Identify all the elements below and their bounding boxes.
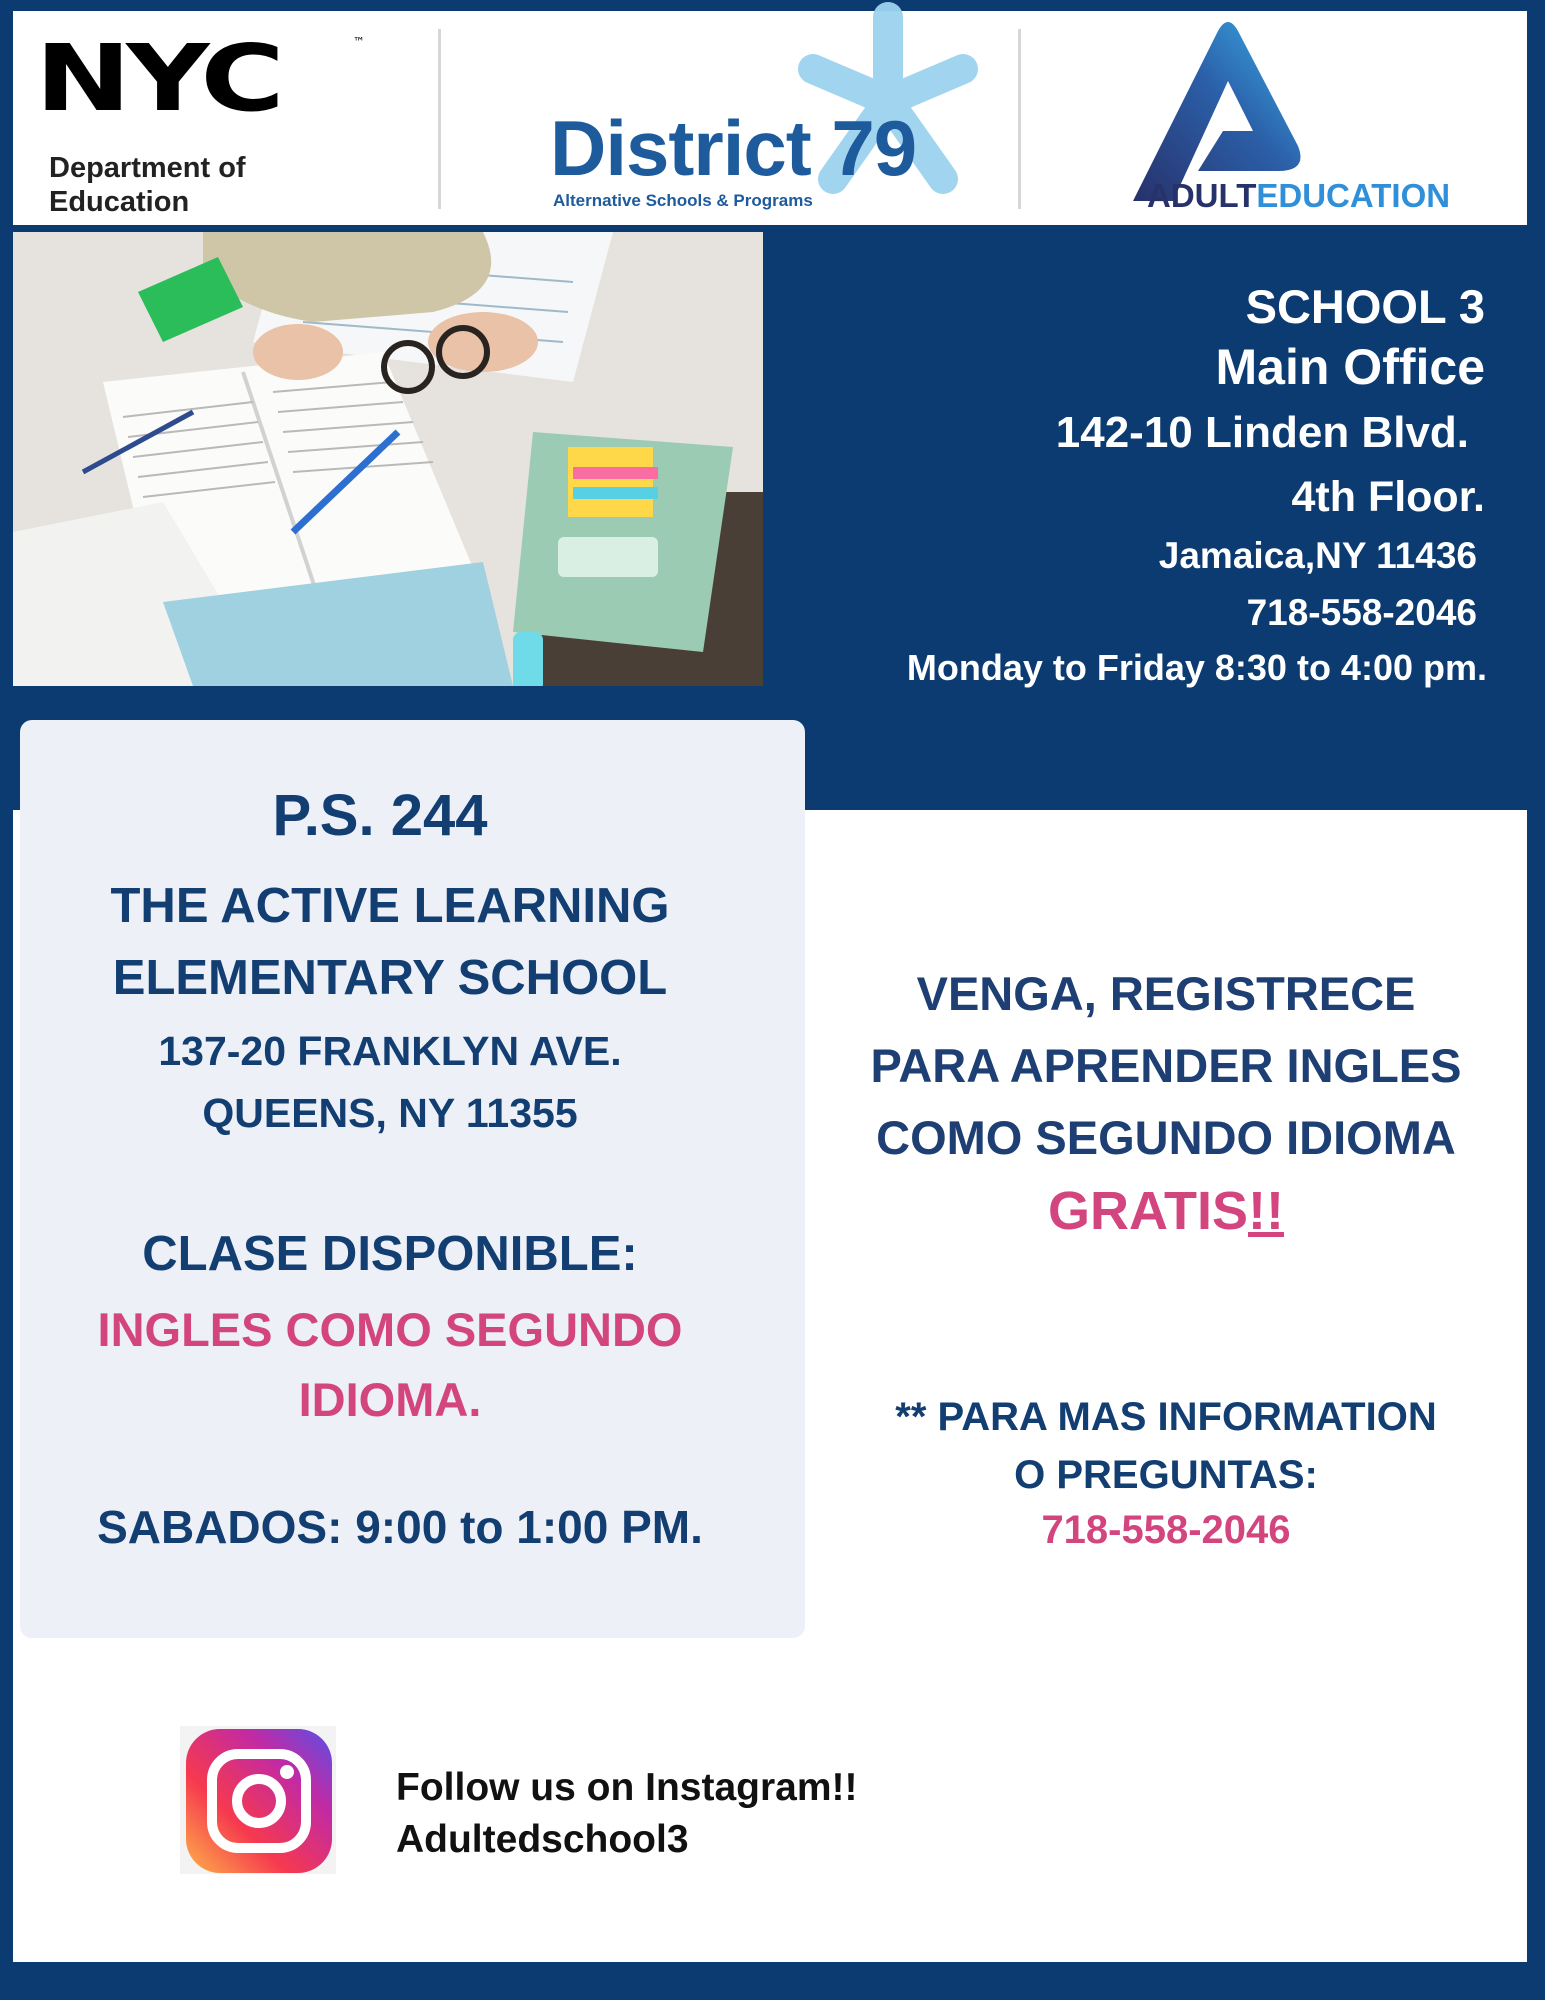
- course-name-line2: IDIOMA.: [298, 1373, 482, 1426]
- registration-message: [805, 958, 1527, 1174]
- office-phone: 718-558-2046: [1246, 592, 1477, 633]
- district-79-title: District 79: [550, 104, 917, 192]
- course-name: [20, 1295, 760, 1435]
- info-line1: ** PARA MAS INFORMATION: [895, 1395, 1437, 1439]
- instagram-handle[interactable]: Adultedschool3: [396, 1818, 689, 1861]
- more-info-message: [805, 1388, 1527, 1504]
- school-name-line2: ELEMENTARY SCHOOL: [112, 951, 668, 1005]
- office-city: Jamaica,NY 11436: [1158, 535, 1477, 576]
- info-phone: 718-558-2046: [1041, 1508, 1291, 1552]
- gratis-text: GRATIS: [1048, 1181, 1249, 1241]
- study-photo-illustration: [13, 232, 763, 686]
- logo-divider: [1018, 29, 1021, 209]
- main-office-info: [737, 280, 1497, 694]
- school-address: [20, 1020, 760, 1144]
- free-label: [805, 1180, 1527, 1242]
- study-photo: [13, 232, 763, 686]
- office-hours: Monday to Friday 8:30 to 4:00 pm.: [906, 647, 1487, 688]
- nyc-wordmark: NYC: [35, 25, 280, 132]
- school-name-line1: THE ACTIVE LEARNING: [110, 879, 670, 933]
- district-79-subtitle: Alternative Schools & Programs: [553, 191, 813, 210]
- department-line2: Education: [49, 186, 190, 218]
- school-number: P.S. 244: [272, 783, 488, 848]
- office-floor: 4th Floor.: [1291, 473, 1485, 521]
- school-city: QUEENS, NY 11355: [202, 1090, 578, 1136]
- logo-strip: [13, 11, 1527, 225]
- follow-text: Follow us on Instagram!!: [396, 1766, 858, 1809]
- promo-line3: COMO SEGUNDO IDIOMA: [876, 1111, 1456, 1164]
- gratis-exclamation: !!: [1248, 1181, 1284, 1241]
- adult-education-wordmark: [1147, 179, 1450, 212]
- district-79-logo: [528, 11, 958, 225]
- promo-line2: PARA APRENDER INGLES: [870, 1039, 1462, 1092]
- school-name: [20, 870, 760, 1014]
- trademark: ™: [353, 35, 365, 49]
- adult-education-logo: [1103, 11, 1503, 225]
- instagram-icon: [180, 1726, 336, 1874]
- course-name-line1: INGLES COMO SEGUNDO: [97, 1303, 683, 1356]
- office-school: SCHOOL 3: [1245, 280, 1485, 333]
- class-location-card: [20, 720, 805, 1638]
- education-word: EDUCATION: [1256, 177, 1451, 214]
- office-title: Main Office: [1215, 339, 1485, 395]
- office-street: 142-10 Linden Blvd.: [1055, 408, 1469, 457]
- nyc-doe-logo: [35, 25, 365, 218]
- adult-word: ADULT: [1147, 177, 1257, 214]
- school-street: 137-20 FRANKLYN AVE.: [158, 1028, 622, 1074]
- class-available-label: CLASE DISPONIBLE:: [142, 1227, 638, 1281]
- info-line2: O PREGUNTAS:: [1014, 1453, 1318, 1497]
- logo-divider: [438, 29, 441, 209]
- instagram-follow: [396, 1762, 858, 1866]
- department-name: [49, 151, 246, 219]
- department-line1: Department of: [49, 152, 246, 184]
- class-schedule: SABADOS: 9:00 to 1:00 PM.: [97, 1501, 703, 1553]
- promo-line1: VENGA, REGISTRECE: [916, 967, 1416, 1020]
